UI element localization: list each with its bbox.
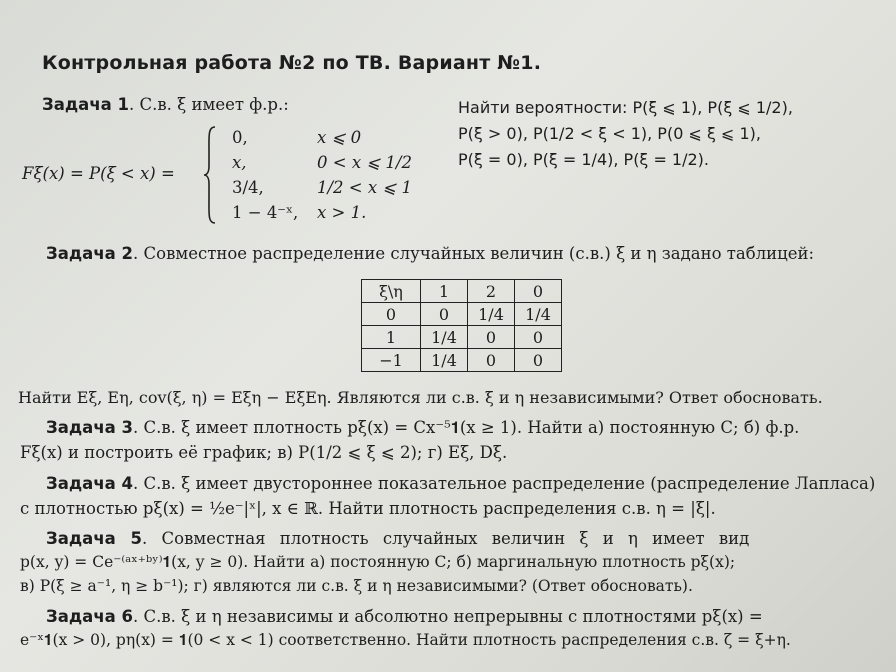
task-1-question-line-2: P(ξ > 0), P(1/2 < ξ < 1), P(0 ⩽ ξ ⩽ 1), [458, 124, 761, 143]
task-4-label: Задача 4 [46, 474, 134, 493]
table-row [362, 349, 562, 372]
case-condition-1: x ⩽ 0 [317, 128, 362, 147]
task-6-label: Задача 6 [46, 607, 134, 626]
task-2-question: Найти Eξ, Eη, cov(ξ, η) = Eξη − EξEη. Являются ли с.в. ξ и η независимыми? Ответ обосновать. [18, 388, 823, 407]
task-1-lhs: Fξ(x) = P(ξ < x) = [22, 164, 175, 183]
task-5-line-2: p(x, y) = Ce⁻⁽ᵃˣ⁺ᵇʸ⁾𝟏(x, y ≥ 0). Найти а) постоянную C; б) маргинальную плотность pξ(x); [20, 553, 736, 571]
task-3-line-1 [46, 418, 799, 438]
table-cell: 1/4 [515, 303, 562, 326]
task-1-intro-text: . С.в. ξ имеет ф.р.: [129, 95, 289, 114]
task-3-label: Задача 3 [46, 418, 134, 437]
table-header-cell: ξ\η [362, 280, 421, 303]
task-6-text: . С.в. ξ и η независимы и абсолютно непрерывны с плотностями pξ(x) = [133, 607, 763, 626]
task-1-label: Задача 1 [42, 95, 130, 114]
task-4-line-1 [46, 474, 875, 493]
task-4-text: . С.в. ξ имеет двустороннее показательное распределение (распределение Лапласа) [133, 474, 876, 493]
task-5-text: . Совместная плотность случайных величин ξ и η имеет вид [142, 529, 750, 548]
task-1-intro [42, 95, 289, 114]
task-1-question-line-3: P(ξ = 0), P(ξ = 1/4), P(ξ = 1/2). [458, 150, 710, 169]
table-cell: 0 [468, 326, 515, 349]
task-5-label: Задача 5 [46, 529, 143, 548]
case-value-4: 1 − 4⁻ˣ, [232, 203, 299, 222]
case-condition-4: x > 1. [317, 203, 367, 222]
table-cell: 0 [468, 349, 515, 372]
table-header-cell: 1 [421, 280, 468, 303]
task-3-text: . С.в. ξ имеет плотность pξ(x) = Cx⁻⁵𝟏(x ≥ 1). Найти а) постоянную C; б) ф.р. [133, 418, 800, 437]
case-value-2: x, [232, 153, 247, 172]
table-row [362, 326, 562, 349]
task-2-statement [46, 244, 814, 263]
case-value-1: 0, [232, 128, 248, 147]
case-condition-2: 0 < x ⩽ 1/2 [317, 153, 412, 172]
task-2-text: . Совместное распределение случайных величин (с.в.) ξ и η задано таблицей: [133, 244, 815, 263]
task-3-line-2: Fξ(x) и построить её график; в) P(1/2 ⩽ ξ ⩽ 2); г) Eξ, Dξ. [20, 443, 508, 462]
table-cell: 0 [421, 303, 468, 326]
task-4-line-2: с плотностью pξ(x) = ½e⁻|ˣ|, x ∈ ℝ. Найти плотность распределения с.в. η = |ξ|. [20, 499, 716, 518]
table-header-cell: 2 [468, 280, 515, 303]
table-header-cell: 0 [515, 280, 562, 303]
table-cell: 1 [362, 326, 421, 349]
table-cell: 1/4 [421, 349, 468, 372]
task-1-question-line-1: Найти вероятности: P(ξ ⩽ 1), P(ξ ⩽ 1/2), [458, 98, 793, 117]
brace-icon [203, 126, 217, 224]
table-header-row [362, 280, 562, 303]
table-cell: 0 [515, 326, 562, 349]
task-6-line-1 [46, 607, 763, 626]
table-cell: −1 [362, 349, 421, 372]
task-2-label: Задача 2 [46, 244, 134, 263]
table-cell: 1/4 [468, 303, 515, 326]
distribution-table [361, 279, 562, 372]
table-cell: 1/4 [421, 326, 468, 349]
table-row [362, 303, 562, 326]
table-cell: 0 [362, 303, 421, 326]
page-title: Контрольная работа №2 по ТВ. Вариант №1. [42, 52, 542, 74]
case-value-3: 3/4, [232, 178, 264, 197]
task-5-line-1 [46, 529, 749, 548]
table-cell: 0 [515, 349, 562, 372]
task-6-line-2: e⁻ˣ𝟏(x > 0), pη(x) = 𝟏(0 < x < 1) соответственно. Найти плотность распределения с.в. ζ = ξ+η. [20, 631, 791, 649]
case-condition-3: 1/2 < x ⩽ 1 [317, 178, 412, 197]
task-5-line-3: в) P(ξ ≥ a⁻¹, η ≥ b⁻¹); г) являются ли с.в. ξ и η независимыми? (Ответ обосновать). [20, 577, 693, 595]
